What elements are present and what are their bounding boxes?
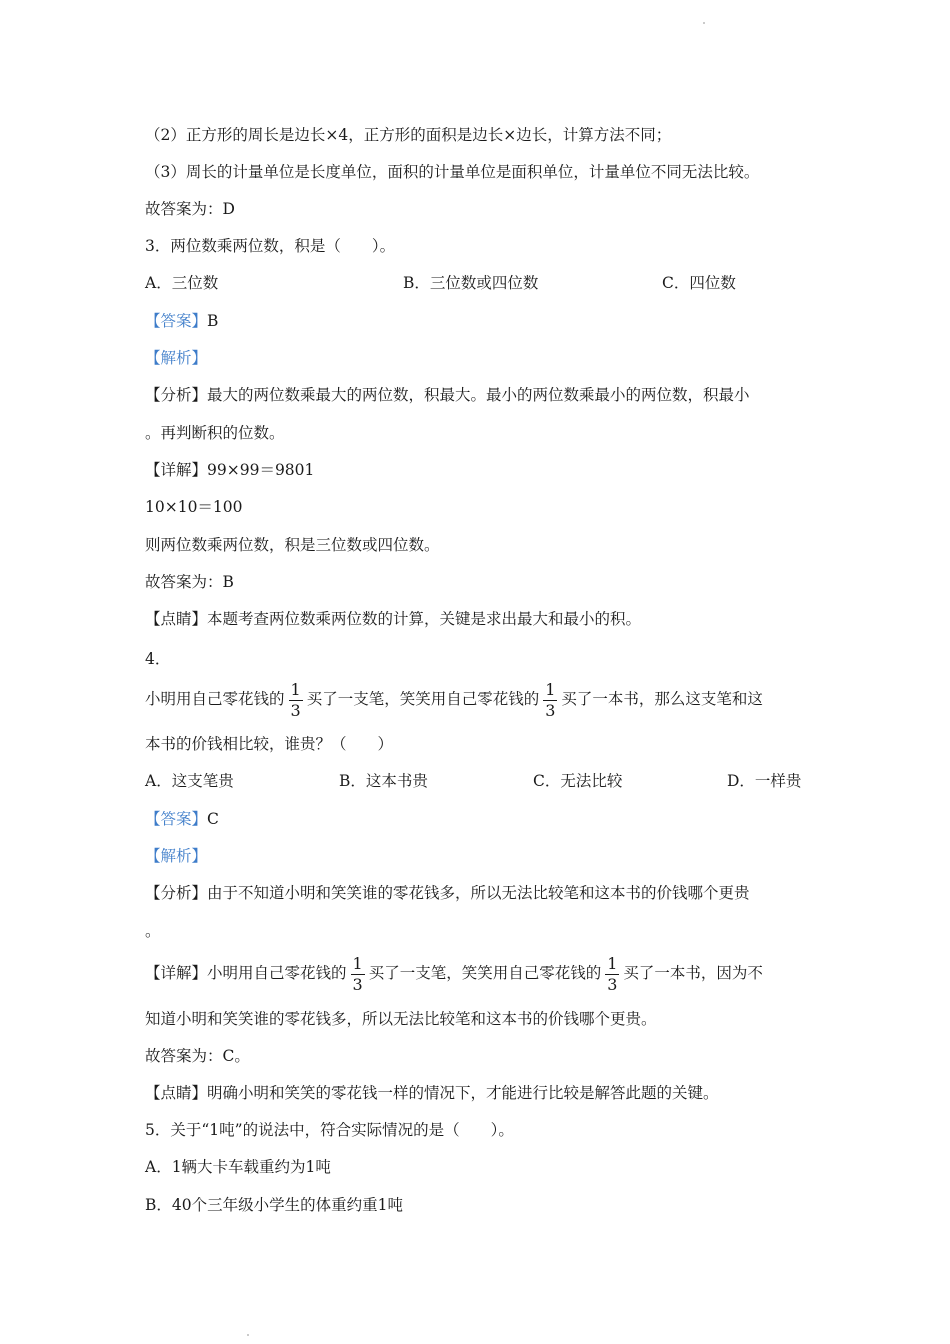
q5-stem: 5．关于“1吨”的说法中，符合实际情况的是（ ）。 — [145, 1121, 514, 1139]
fraction-numerator: 1 — [352, 953, 363, 973]
answer-value: C — [207, 810, 219, 828]
fraction-one-third — [605, 953, 619, 994]
q4-answer — [145, 808, 219, 830]
fraction-numerator: 1 — [290, 679, 301, 699]
xiangjie-a: 小明用自己零花钱的 — [207, 964, 347, 982]
q5-option-a: A．1辆大卡车载重约为1吨 — [145, 1158, 331, 1176]
q4-option-d: D．一样贵 — [727, 772, 802, 790]
dianjing-tag: 【点睛】 — [145, 610, 208, 628]
q4-stem-b: 买了一支笔，笑笑用自己零花钱的 — [306, 690, 540, 708]
q3-dianjing — [145, 608, 641, 630]
q2-line3: （3）周长的计量单位是长度单位，面积的计量单位是面积单位，计量单位不同无法比较。 — [145, 163, 760, 181]
q3-analysis-heading — [145, 347, 207, 369]
q4-fenxi-line2: 。 — [145, 922, 161, 940]
answer-value: B — [207, 312, 219, 330]
xiangjie-c: 买了一本书，因为不 — [623, 964, 763, 982]
dianjing-tag: 【点睛】 — [145, 1084, 208, 1102]
q3-answer — [145, 310, 218, 332]
fraction-one-third — [543, 679, 557, 720]
q4-conclusion: 故答案为：C。 — [145, 1047, 250, 1065]
q4-number: 4． — [145, 650, 171, 668]
fraction-denominator: 3 — [545, 700, 556, 720]
q3-xiangjie — [145, 459, 314, 481]
q4-analysis-heading — [145, 845, 207, 867]
dianjing-text: 明确小明和笑笑的零花钱一样的情况下，才能进行比较是解答此题的关键。 — [207, 1084, 719, 1102]
q4-option-b: B．这本书贵 — [339, 772, 428, 790]
q3-fenxi-line2: 。再判断积的位数。 — [145, 424, 285, 442]
q2-line2: （2）正方形的周长是边长×4，正方形的面积是边长×边长，计算方法不同； — [145, 126, 672, 144]
q4-stem — [145, 678, 763, 720]
q4-option-c: C．无法比较 — [533, 772, 623, 790]
xiangjie-tag: 【详解】 — [145, 964, 208, 982]
q3-option-c: C．四位数 — [662, 274, 736, 292]
q3-stem: 3．两位数乘两位数，积是（ ）。 — [145, 237, 396, 255]
q5-option-b: B．40个三年级小学生的体重约重1吨 — [145, 1196, 403, 1214]
fraction-denominator: 3 — [290, 700, 301, 720]
q3-xiangjie-line2: 10×10＝100 — [145, 498, 243, 516]
fraction-denominator: 3 — [607, 974, 618, 994]
q4-xiangjie — [145, 952, 763, 994]
scan-dot — [247, 1334, 249, 1336]
fenxi-tag: 【分析】 — [145, 884, 208, 902]
fraction-denominator: 3 — [352, 974, 363, 994]
fenxi-tag: 【分析】 — [145, 386, 208, 404]
fraction-numerator: 1 — [545, 679, 556, 699]
analysis-tag: 【解析】 — [145, 349, 208, 367]
q4-dianjing — [145, 1082, 719, 1104]
q4-xiangjie-line2: 知道小明和笑笑谁的零花钱多，所以无法比较笔和这本书的价钱哪个更贵。 — [145, 1010, 657, 1028]
fraction-numerator: 1 — [607, 953, 618, 973]
fraction-one-third — [289, 679, 303, 720]
fenxi-text: 由于不知道小明和笑笑谁的零花钱多，所以无法比较笔和这本书的价钱哪个更贵 — [207, 884, 750, 902]
scan-dot — [703, 22, 705, 24]
q4-stem-line2: 本书的价钱相比较，谁贵？（ ） — [145, 735, 394, 753]
q3-option-b: B．三位数或四位数 — [403, 274, 539, 292]
fenxi-text: 最大的两位数乘最大的两位数，积最大。最小的两位数乘最小的两位数，积最小 — [207, 386, 750, 404]
xiangjie-tag: 【详解】 — [145, 461, 208, 479]
q4-stem-c: 买了一本书，那么这支笔和这 — [561, 690, 763, 708]
q3-fenxi — [145, 384, 750, 406]
dianjing-text: 本题考查两位数乘两位数的计算，关键是求出最大和最小的积。 — [207, 610, 642, 628]
q3-option-a: A．三位数 — [145, 274, 219, 292]
q4-option-a: A．这支笔贵 — [145, 772, 234, 790]
answer-tag: 【答案】 — [145, 312, 208, 330]
q4-fenxi — [145, 882, 750, 904]
answer-tag: 【答案】 — [145, 810, 208, 828]
xiangjie-b: 买了一支笔，笑笑用自己零花钱的 — [368, 964, 602, 982]
q3-conclusion: 故答案为：B — [145, 573, 234, 591]
fraction-one-third — [351, 953, 365, 994]
q2-conclusion: 故答案为：D — [145, 200, 235, 218]
analysis-tag: 【解析】 — [145, 847, 208, 865]
xiangjie-text: 99×99＝9801 — [207, 461, 315, 479]
q4-stem-a: 小明用自己零花钱的 — [145, 690, 285, 708]
q3-xiangjie-line3: 则两位数乘两位数，积是三位数或四位数。 — [145, 536, 440, 554]
